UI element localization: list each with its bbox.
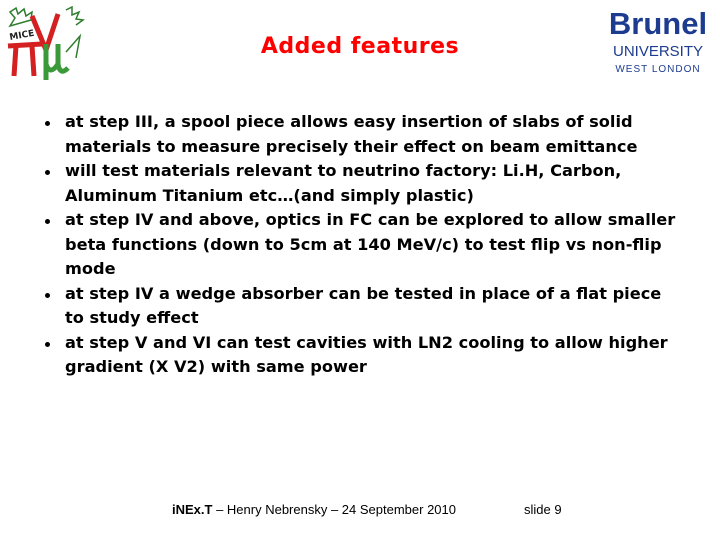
- bullet-item: [42, 208, 682, 282]
- footer-credit: [172, 502, 456, 517]
- slide-title: Added features: [260, 34, 460, 59]
- bullet-item: [42, 282, 682, 331]
- bullet-text: at step IV a wedge absorber can be tested in place of a flat piece to study effect: [65, 283, 662, 327]
- footer-credit-text: – Henry Nebrensky – 24 September 2010: [212, 502, 456, 517]
- footer-event: iNEx.T: [172, 502, 213, 517]
- brunel-logo-line1: UNIVERSITY: [612, 43, 704, 60]
- bullet-item: [42, 110, 682, 159]
- bullet-text: at step IV and above, optics in FC can be explored to allow smaller beta functions (down to 5cm at 140 MeV/c) to test flip vs non-flip mode: [65, 210, 676, 278]
- bullet-list: [42, 110, 682, 380]
- bullet-item: [42, 159, 682, 208]
- brunel-logo-line2: WEST LONDON: [615, 64, 701, 75]
- brunel-university-logo: [602, 4, 714, 78]
- bullet-dot-icon: [45, 170, 50, 175]
- bullet-dot-icon: [45, 219, 50, 224]
- bullet-dot-icon: [45, 121, 50, 126]
- mice-logo-text: MICE: [8, 28, 36, 43]
- bullet-text: will test materials relevant to neutrino factory: Li.H, Carbon, Aluminum Titanium etc…(and simply plastic): [65, 161, 622, 205]
- bullet-text: at step V and VI can test cavities with LN2 cooling to allow higher gradient (X V2) with same power: [65, 332, 668, 376]
- bullet-dot-icon: [45, 293, 50, 298]
- bullet-text: at step III, a spool piece allows easy insertion of slabs of solid materials to measure precisely their effect on beam emittance: [65, 112, 638, 156]
- bullet-item: [42, 331, 682, 380]
- bullet-dot-icon: [45, 342, 50, 347]
- slide-number: slide 9: [524, 502, 562, 517]
- brunel-logo-name: Brunel: [608, 6, 708, 41]
